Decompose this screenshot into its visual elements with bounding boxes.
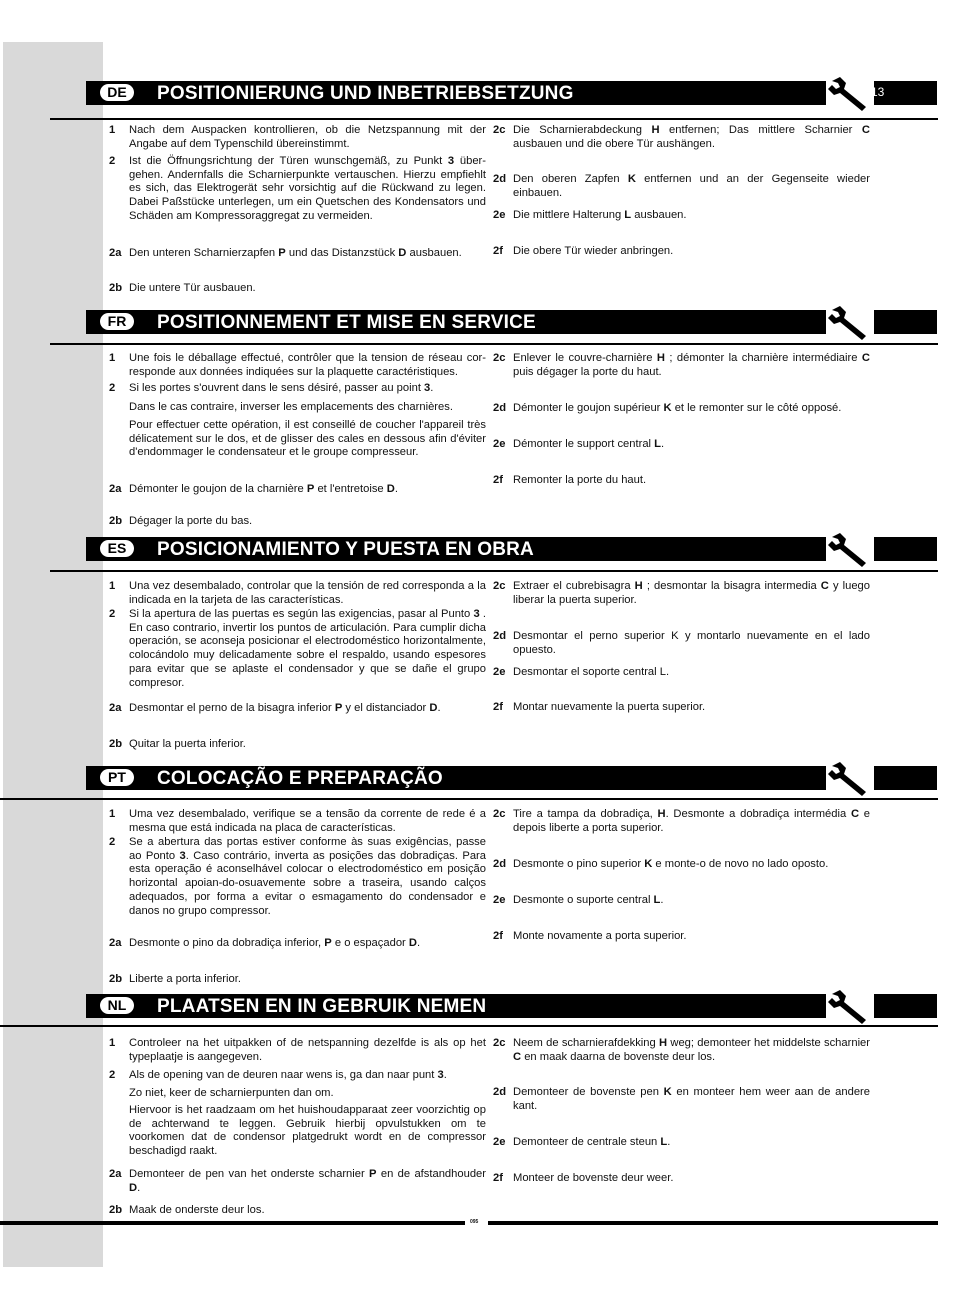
step-text: Desmonte o pino superior K e monte-o de novo no lado oposto. <box>513 858 829 870</box>
step-text: Se a abertura das portas estiver conforme às suas exigências, passe ao Ponto 3. Caso contrário, inverta as posições das dobradiças. Para esta operação é aconselhável colocar o electrodoméstico em posição horizontal apoian-do-osuavemente sobre a traseira, usando calços adequados, por forma a evitar o esmagamento do condensador e danos no grupo compressor. <box>129 836 486 917</box>
step-text: Enlever le couvre-charnière H ; démonter la charnière intermédiaire C puis dégager la porte du haut. <box>513 352 870 378</box>
section-title: POSICIONAMIENTO Y PUESTA EN OBRA <box>157 539 534 560</box>
step-text: Desmonte o suporte central L. <box>513 894 664 906</box>
step-text: Liberte a porta inferior. <box>129 973 241 985</box>
step-number: 2a <box>109 937 122 949</box>
step-text: Dans le cas contraire, inverser les emplacements des charnières. <box>129 401 453 413</box>
section-header <box>86 310 937 334</box>
step-number: 1 <box>109 808 116 820</box>
step-number: 2 <box>109 155 116 167</box>
step-text: Desmonte o pino da dobradiça inferior, P e o espaçador D. <box>129 937 421 949</box>
step-text: Den oberen Zapfen K entfernen und an der Gegenseite wieder einbauen. <box>513 173 870 199</box>
section-title: POSITIONIERUNG UND INBETRIEBSETZUNG <box>157 83 574 104</box>
step-text: Demonteer de centrale steun L. <box>513 1136 671 1148</box>
wrench-icon <box>826 758 874 800</box>
step-text: Desmontar el soporte central L. <box>513 666 670 678</box>
step-text: Una vez desembalado, controlar que la tensión de red corresponda a la indicada en la tarjeta de las características. <box>129 580 486 606</box>
step-number: 1 <box>109 580 116 592</box>
wrench-icon <box>826 302 874 344</box>
step-number: 2c <box>493 124 506 136</box>
wrench-icon <box>826 986 874 1028</box>
step-number: 2b <box>109 1204 123 1216</box>
section-header <box>86 81 937 105</box>
section-title: POSITIONNEMENT ET MISE EN SERVICE <box>157 312 536 333</box>
step-number: 2a <box>109 483 122 495</box>
step-number: 2 <box>109 382 116 394</box>
step-text: Nach dem Auspacken kontrollieren, ob die Netzspannung mit der Angabe auf dem Typenschild übereinstimmt. <box>129 124 486 150</box>
step-number: 2a <box>109 702 122 714</box>
step-number: 2b <box>109 515 123 527</box>
step-number: 2d <box>493 630 507 642</box>
step-text: Hiervoor is het raadzaam om het huishoudapparaat zeer voorzichtig op de achterwand te leggen. Gebruik hierbij opvulstukken om te voorkomen dat de condensor platgedrukt wordt en de compressor beschadigd raakt. <box>129 1104 486 1158</box>
step-text: Die obere Tür wieder anbringen. <box>513 245 674 257</box>
step-text: Extraer el cubrebisagra H ; desmontar la bisagra intermedia C y luego liberar la puerta superior. <box>513 580 871 606</box>
step-number: 2e <box>493 438 506 450</box>
step-text: Desmontar el perno superior K y montarlo nuevamente en el lado opuesto. <box>513 630 870 656</box>
step-number: 2d <box>493 173 507 185</box>
step-number: 2e <box>493 894 506 906</box>
step-number: 2 <box>109 836 116 848</box>
step-text: Remonter la porte du haut. <box>513 474 647 486</box>
step-text: Si la apertura de las puertas es según las exigencias, pasar al Punto 3 . En caso contrario, invertir los puntos de articulación. Para cumplir dicha operación, se aconseja posicionar el electrodoméstico horizontalmente, colocándolo muy delicadamente sobre el respaldo, usando espesores para evitar que se aplaste el condensador y que se dañe el grupo compresor. <box>129 608 486 689</box>
language-badge: ES <box>100 540 134 557</box>
footer-code: 095 <box>470 1219 479 1225</box>
footer-rule-left <box>0 1221 465 1225</box>
step-number: 2b <box>109 973 123 985</box>
step-text: Als de opening van de deuren naar wens is, ga dan naar punt 3. <box>129 1069 447 1081</box>
step-number: 2f <box>493 701 503 713</box>
step-number: 2f <box>493 1172 503 1184</box>
step-number: 2 <box>109 608 116 620</box>
section-rule <box>50 118 938 120</box>
page-margin-band <box>3 42 103 1267</box>
step-text: Tire a tampa da dobradiça, H. Desmonte a dobradiça intermédia C e depois liberte a porta superior. <box>513 808 870 834</box>
step-text: Démonter le goujon de la charnière P et l'entretoise D. <box>129 483 398 495</box>
step-text: Monteer de bovenste deur weer. <box>513 1172 674 1184</box>
step-text: Zo niet, keer de scharnierpunten dan om. <box>129 1087 334 1099</box>
section-title: PLAATSEN EN IN GEBRUIK NEMEN <box>157 996 487 1017</box>
step-number: 2d <box>493 402 507 414</box>
language-badge: PT <box>100 769 134 786</box>
step-number: 2f <box>493 474 503 486</box>
footer-rule-right <box>488 1221 938 1225</box>
language-badge: NL <box>100 997 134 1014</box>
step-text: Démonter le support central L. <box>513 438 665 450</box>
step-text: Maak de onderste deur los. <box>129 1204 265 1216</box>
wrench-icon <box>826 73 874 115</box>
step-text: Si les portes s'ouvrent dans le sens désiré, passer au point 3. <box>129 382 434 394</box>
step-text: Desmontar el perno de la bisagra inferior P y el distanciador D. <box>129 702 441 714</box>
step-text: Pour effectuer cette opération, il est conseillé de coucher l'appareil très délicatement sur le dos, et de glisser des cales en dessous afin d'éviter d'endommager le condensateur et le groupe compresseur. <box>129 419 486 459</box>
step-text: Demonteer de bovenste pen K en monteer hem weer aan de andere kant. <box>513 1086 870 1112</box>
section-title: COLOCAÇÃO E PREPARAÇÃO <box>157 768 443 789</box>
step-number: 2a <box>109 247 122 259</box>
step-number: 2e <box>493 666 506 678</box>
step-number: 2d <box>493 1086 507 1098</box>
step-text: Demonteer de pen van het onderste scharnier P en de afstandhouder D. <box>129 1168 486 1194</box>
language-badge: FR <box>100 313 134 330</box>
section-rule <box>0 1025 938 1027</box>
step-text: Ist die Öffnungsrichtung der Türen wunschgemäß, zu Punkt 3 über-gehen. Andernfalls die Scharnierpunkte vertauschen. Hierzu empfiehlt es sich, das Elektrogerät sehr vorsichtig auf die Rückwand zu legen. Dabei Paßstücke unterlegen, um ein Quetschen des Kondensators und Schäden am Kompressoraggregat zu vermeiden. <box>129 155 486 222</box>
section-header <box>86 537 937 561</box>
step-text: Une fois le déballage effectué, contrôler que la tension de réseau cor-responde aux données indiquées sur la plaquette caractéristiques. <box>129 352 486 378</box>
step-number: 2b <box>109 738 123 750</box>
step-text: Den unteren Scharnierzapfen P und das Distanzstück D ausbauen. <box>129 247 462 259</box>
step-text: Die untere Tür ausbauen. <box>129 282 256 294</box>
step-number: 2a <box>109 1168 122 1180</box>
step-number: 1 <box>109 352 116 364</box>
step-text: Monte novamente a porta superior. <box>513 930 687 942</box>
section-rule <box>50 343 938 345</box>
step-number: 2c <box>493 808 506 820</box>
step-number: 2e <box>493 209 506 221</box>
step-text: Dégager la porte du bas. <box>129 515 253 527</box>
step-text: Quitar la puerta inferior. <box>129 738 246 750</box>
step-text: Uma vez desembalado, verifique se a tensão da corrente de rede é a mesma que está indicada na placa de características. <box>129 808 486 834</box>
section-header <box>86 994 937 1018</box>
step-text: Controleer na het uitpakken of de netspanning dezelfde is als op het typeplaatje is aangegeven. <box>129 1037 486 1063</box>
section-header <box>86 766 937 790</box>
step-number: 2f <box>493 930 503 942</box>
step-text: Neem de scharnierafdekking H weg; demonteer het middelste scharnier C en maak daarna de bovenste deur los. <box>513 1037 870 1063</box>
language-badge: DE <box>100 84 134 101</box>
wrench-icon <box>826 529 874 571</box>
step-number: 1 <box>109 124 116 136</box>
step-number: 2b <box>109 282 123 294</box>
section-rule <box>50 570 938 572</box>
step-number: 2c <box>493 580 506 592</box>
step-number: 2c <box>493 352 506 364</box>
step-text: Démonter le goujon supérieur K et le remonter sur le côté opposé. <box>513 402 842 414</box>
step-number: 2c <box>493 1037 506 1049</box>
step-text: Die Scharnierabdeckung H entfernen; Das mittlere Scharnier C ausbauen und die obere Tür aushängen. <box>513 124 871 150</box>
step-number: 1 <box>109 1037 116 1049</box>
step-number: 2e <box>493 1136 506 1148</box>
step-text: Montar nuevamente la puerta superior. <box>513 701 706 713</box>
step-text: Die mittlere Halterung L ausbauen. <box>513 209 687 221</box>
step-number: 2 <box>109 1069 116 1081</box>
section-rule <box>0 798 938 800</box>
page-number: 13 <box>871 85 885 99</box>
step-number: 2d <box>493 858 507 870</box>
step-number: 2f <box>493 245 503 257</box>
